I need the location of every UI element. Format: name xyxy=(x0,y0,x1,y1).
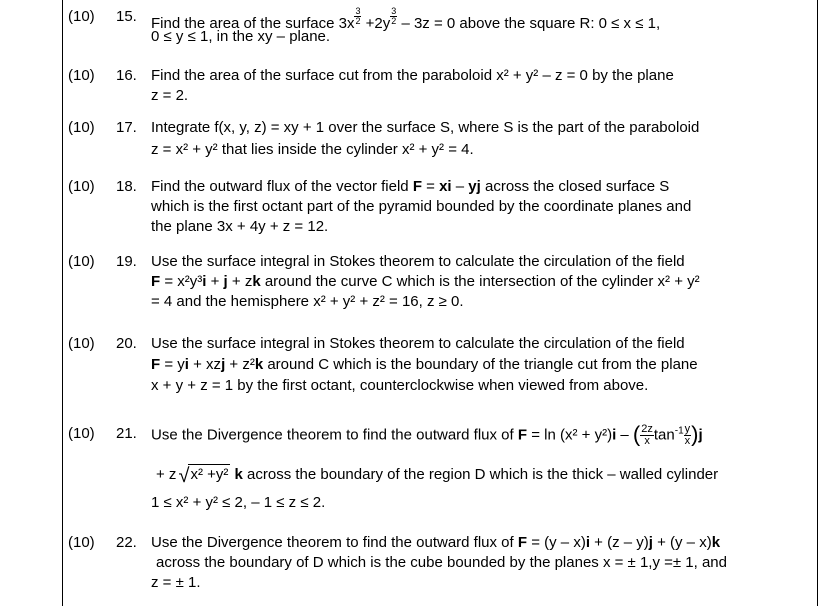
vector-term: i xyxy=(202,273,207,290)
radicand: x² +y² xyxy=(190,466,229,483)
text-segment: Use the Divergence theorem to find the outward flux of xyxy=(151,534,514,551)
text-segment: = ln (x² + y²) xyxy=(527,426,613,444)
left-border xyxy=(62,0,63,606)
text-segment: + xyxy=(206,273,224,290)
text-segment: +2y xyxy=(365,15,391,32)
problem-text xyxy=(151,177,669,197)
problem-number: 16. xyxy=(116,67,137,84)
text-segment: + z xyxy=(156,466,177,483)
problem-19 xyxy=(68,252,808,312)
points-label: (10) xyxy=(68,67,95,84)
vector-term: k xyxy=(252,273,261,290)
points-label: (10) xyxy=(68,253,95,270)
problem-text-line2 xyxy=(151,272,700,292)
problem-number: 18. xyxy=(116,178,137,195)
text-segment: Find the outward flux of the vector field xyxy=(151,178,409,195)
vector-term: xi xyxy=(439,178,452,195)
text-segment: across the boundary of the region D which is the thick – walled cylinder xyxy=(242,466,719,483)
problem-text-line2: 0 ≤ y ≤ 1, in the xy – plane. xyxy=(151,28,331,45)
points-label: (10) xyxy=(68,8,95,25)
problem-text-line2 xyxy=(156,464,718,485)
numerator: y xyxy=(684,423,691,435)
text-segment: Use the Divergence theorem to find the outward flux of xyxy=(151,426,514,444)
fraction-y-over-x xyxy=(684,424,692,447)
text-segment: Find the area of the surface 3x xyxy=(151,15,355,32)
text-segment: = x²y³ xyxy=(160,273,203,290)
denominator: x xyxy=(644,435,650,447)
text-segment: + (y – x) xyxy=(652,534,712,551)
vector-term: i xyxy=(612,426,617,444)
problem-text-line2: z = x² + y² that lies inside the cylinder x² + y² = 4. xyxy=(151,141,474,158)
vector-term: i xyxy=(184,356,189,373)
problem-text-line3: = 4 and the hemisphere x² + y² + z² = 16, z ≥ 0. xyxy=(151,293,464,310)
vector-term: i xyxy=(585,534,590,551)
problem-number: 17. xyxy=(116,119,137,136)
text-segment: around the curve C which is the intersection of the cylinder x² + y² xyxy=(260,273,700,290)
problem-text: Use the surface integral in Stokes theorem to calculate the circulation of the field xyxy=(151,335,685,352)
vector-F: F xyxy=(412,178,422,195)
right-paren: ) xyxy=(691,421,699,447)
vector-term: yj xyxy=(468,178,481,195)
text-segment: = y xyxy=(160,356,185,373)
exp-denominator: 2 xyxy=(355,16,361,26)
vector-term: j xyxy=(648,534,653,551)
problem-16 xyxy=(68,66,808,106)
problem-number: 15. xyxy=(116,8,137,25)
vector-term: j xyxy=(221,356,226,373)
vector-term: j xyxy=(698,426,703,444)
text-segment: = xyxy=(421,178,440,195)
problem-text xyxy=(151,421,703,447)
problem-text-line3: 1 ≤ x² + y² ≤ 2, – 1 ≤ z ≤ 2. xyxy=(151,494,326,511)
problem-number: 21. xyxy=(116,425,137,442)
problem-17 xyxy=(68,118,808,158)
text-segment: + z xyxy=(227,273,253,290)
vector-F: F xyxy=(517,534,528,551)
points-label: (10) xyxy=(68,425,95,442)
points-label: (10) xyxy=(68,119,95,136)
text-segment: around C which is the boundary of the triangle cut from the plane xyxy=(263,356,698,373)
vector-term: k xyxy=(234,466,243,483)
exp-denominator: 2 xyxy=(391,16,397,26)
problem-text xyxy=(151,533,720,553)
text-segment: + z² xyxy=(225,356,255,373)
problem-text: Find the area of the surface cut from the paraboloid x² + y² – z = 0 by the plane xyxy=(151,67,674,84)
problem-text-line2 xyxy=(151,355,698,375)
problem-15 xyxy=(68,7,808,47)
left-paren: ( xyxy=(632,421,641,447)
problem-text-line3: the plane 3x + 4y + z = 12. xyxy=(151,218,329,235)
denominator: x xyxy=(684,435,691,447)
text-segment: – xyxy=(451,178,469,195)
points-label: (10) xyxy=(68,335,95,352)
text-segment: – xyxy=(616,426,633,444)
vector-F: F xyxy=(517,426,528,444)
vector-term: k xyxy=(254,356,264,373)
problem-text-line2: z = 2. xyxy=(151,87,189,104)
right-border xyxy=(817,0,818,606)
text-segment: = (y – x) xyxy=(527,534,586,551)
problem-text: Integrate f(x, y, z) = xy + 1 over the surface S, where S is the part of the paraboloid xyxy=(151,119,700,136)
tan-label: tan xyxy=(653,426,675,444)
problem-18 xyxy=(68,177,808,237)
text-segment: – 3z = 0 above the square R: 0 ≤ x ≤ 1, xyxy=(401,15,661,32)
fraction-2z-over-x xyxy=(640,424,654,447)
vector-term: k xyxy=(711,534,721,551)
square-root xyxy=(178,464,230,485)
points-label: (10) xyxy=(68,178,95,195)
problem-text-line2: across the boundary of D which is the cube bounded by the planes x = ± 1,y =± 1, and xyxy=(156,554,727,571)
problem-number: 20. xyxy=(116,335,137,352)
problem-21 xyxy=(68,422,808,512)
radical-sign: √ xyxy=(178,465,190,487)
problem-text-line2: which is the first octant part of the pyramid bounded by the coordinate planes and xyxy=(151,198,692,215)
text-segment: + (z – y) xyxy=(589,534,649,551)
text-segment: + xz xyxy=(188,356,222,373)
exponent-fraction xyxy=(354,7,361,26)
problem-text-line3: z = ± 1. xyxy=(151,574,201,591)
exponent-fraction xyxy=(390,7,397,26)
exp-numerator: 3 xyxy=(391,6,397,16)
vector-F: F xyxy=(151,356,161,373)
problem-22 xyxy=(68,533,808,593)
problem-number: 22. xyxy=(116,534,137,551)
inverse-exponent: -1 xyxy=(674,425,684,437)
vector-F: F xyxy=(151,273,161,290)
problem-number: 19. xyxy=(116,253,137,270)
numerator: 2z xyxy=(641,423,653,435)
exp-numerator: 3 xyxy=(355,6,361,16)
vector-term: j xyxy=(223,273,228,290)
text-segment: across the closed surface S xyxy=(480,178,670,195)
points-label: (10) xyxy=(68,534,95,551)
problem-text-line3: x + y + z = 1 by the first octant, counterclockwise when viewed from above. xyxy=(151,377,649,394)
problem-text: Use the surface integral in Stokes theorem to calculate the circulation of the field xyxy=(151,253,685,270)
problem-20 xyxy=(68,334,808,394)
